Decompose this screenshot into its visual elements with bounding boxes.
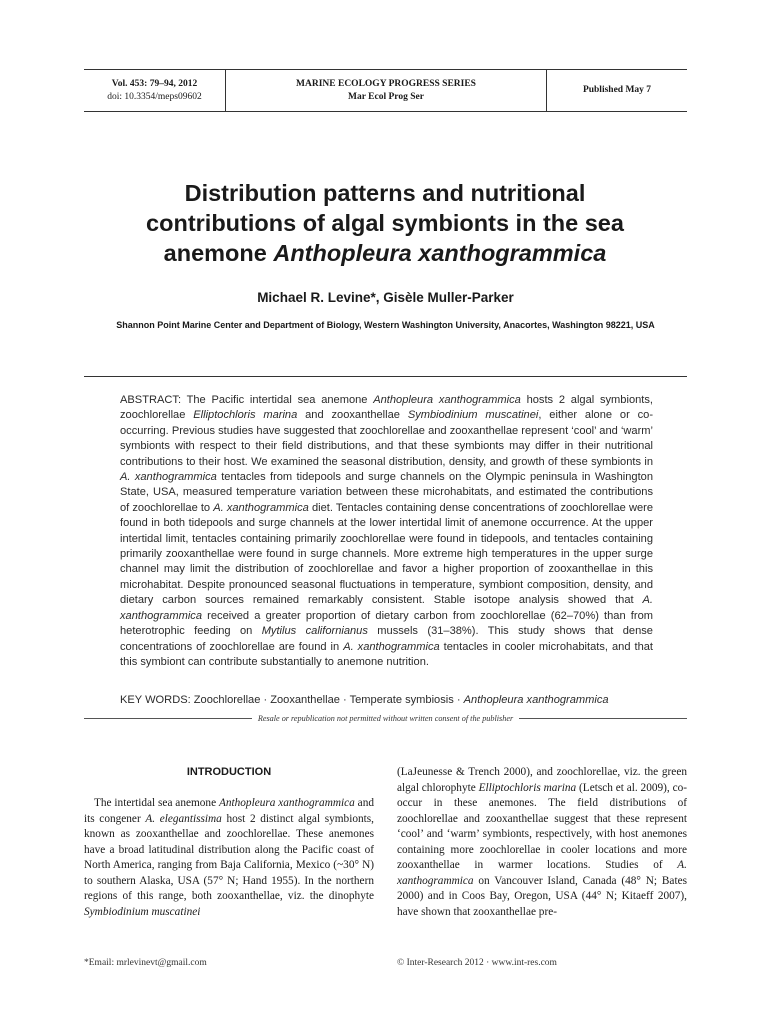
body-species: Elliptochloris marina	[478, 781, 577, 794]
body-text: host 2 distinct algal symbionts, known as zooxanthellae and zoochlorellae. These anemones have a broad latitudinal distribution along the Pacific coast of North America, ranging from Baja California, Mexico (~30° N) to southern Alaska, USA (57° N; Hand 1955). In the northern regions of this range, both zooxanthellae, viz. the dinophyte	[84, 812, 374, 902]
resale-text: Resale or republication not permitted without written consent of the publisher	[257, 714, 514, 723]
abstract-text: tentacles from tidepools and surge channels on the Olympic peninsula in Washington State, USA, measured temperature variation between these microhabitats, and estimated the contributions of zoochlorellae to	[120, 471, 653, 514]
divider	[84, 718, 252, 719]
journal-cell	[226, 70, 547, 111]
abstract-text: ABSTRACT: The Pacific intertidal sea anemone	[120, 394, 374, 406]
abstract-species: A. xanthogrammica	[343, 640, 440, 653]
body-text: The intertidal sea anemone	[94, 797, 219, 809]
abstract-species: Anthopleura xanthogrammica	[373, 394, 521, 406]
copyright-notice: © Inter-Research 2012 · www.int-res.com	[397, 958, 557, 968]
published-cell	[547, 70, 687, 111]
doi-link[interactable]: doi: 10.3354/meps09602	[107, 91, 202, 102]
abstract-text: hosts 2 algal symbionts, zoochlorellae	[120, 394, 653, 422]
title-species: Anthopleura xanthogrammica	[273, 240, 607, 266]
body-text: (Letsch et al. 2009), co-occur in these anemones. The field distributions of zoochlorellae and zooxanthellae suggest that these represent ‘cool’ and ‘warm’ symbionts, respectively, with host anemones containing more zoochlorellae in cooler locations and more zooxanthellae in warmer locations. Studies of	[397, 781, 687, 871]
paper-title	[100, 178, 670, 268]
left-column	[84, 796, 374, 920]
keywords	[120, 694, 680, 706]
affiliation: Shannon Point Marine Center and Department of Biology, Western Washington University, Anacortes, Washington 98221, USA	[116, 320, 655, 330]
body-text: (LaJeunesse & Trench 2000), and zoochlorellae, viz. the green algal chlorophyte	[397, 766, 687, 794]
section-heading-introduction: INTRODUCTION	[186, 766, 272, 778]
volume-cell	[84, 70, 226, 111]
divider	[84, 376, 687, 377]
abstract-species: A. xanthogrammica	[120, 594, 653, 622]
abstract-text: diet. Tentacles containing dense concentrations of zoochlorellae were found in both tidepools and surge channels at the lower intertidal limit of anemone occurrence. At the upper intertidal limit, tentacles containing primarily zoochlorellae were found in tidepools, and tentacles containing primarily zooxanthellae were found in surge channels. More extreme high temperatures in the upper surge channel may limit the distribution of zoochlorellae and favor a higher proportion of zooxanthellae in this microhabitat. Despite pronounced seasonal fluctuations in temperature, symbiont composition, density, and dietary carbon sources remained remarkably consistent. Stable isotope analysis showed that	[120, 501, 653, 607]
body-paragraph	[397, 765, 687, 920]
body-species: Anthopleura xanthogrammica	[218, 797, 355, 809]
corresponding-email[interactable]: *Email: mrlevinevt@gmail.com	[84, 958, 207, 968]
body-text: on Vancouver Island, Canada (48° N; Bates 2000) and in Coos Bay, Oregon, USA (44° N; Kitaeff 2007), have shown that zooxanthellae pre-	[397, 874, 687, 918]
right-column	[397, 765, 687, 920]
abstract-text: tentacles in cooler microhabitats, and that this symbiont can contribute substantially to anemone nutrition.	[120, 640, 653, 668]
published-date: Published May 7	[582, 85, 652, 95]
title-line-2: contributions of algal symbionts in the sea	[146, 210, 624, 236]
abstract-text: received a greater proportion of dietary carbon from zoochlorellae (62–70%) than from heterotrophic feeding on	[120, 609, 653, 638]
intro-paragraph	[84, 796, 374, 920]
title-line-1: Distribution patterns and nutritional	[184, 180, 586, 206]
journal-abbrev: Mar Ecol Prog Ser	[348, 91, 424, 102]
abstract-text: mussels (31–38%). This study shows that dense concentrations of zoochlorellae are found in	[120, 625, 653, 653]
body-text: and its congener	[84, 797, 374, 825]
keywords-text: KEY WORDS: Zoochlorellae · Zooxanthellae · Temperate symbiosis ·	[120, 694, 464, 706]
abstract-species: Symbiodinium muscatinei	[407, 409, 539, 422]
keywords-species: Anthopleura xanthogrammica	[463, 694, 609, 706]
resale-notice	[84, 714, 687, 723]
divider	[519, 718, 687, 719]
abstract-text: and zooxanthellae	[297, 409, 408, 422]
abstract-text: , either alone or co-occurring. Previous studies have suggested that zoochlorellae and zooxanthellae represent ‘cool’ and ‘warm’ symbionts with respect to their field distributions, and that these symbionts may differ in their nutritional contributions to their host. We examined the seasonal distribution, density, and growth of these symbionts in	[120, 409, 654, 468]
journal-name: MARINE ECOLOGY PROGRESS SERIES	[296, 78, 476, 89]
volume-info: Vol. 453: 79–94, 2012	[111, 78, 198, 89]
abstract-species: A. xanthogrammica	[213, 501, 309, 514]
journal-header	[84, 69, 687, 112]
abstract-species: Elliptochloris marina	[193, 409, 298, 422]
body-species: Symbiodinium muscatinei	[84, 905, 201, 918]
author-list: Michael R. Levine*, Gisèle Muller-Parker	[257, 290, 514, 305]
title-line-3	[100, 238, 670, 268]
title-line-3-plain: anemone	[163, 240, 274, 266]
abstract-species: Mytilus californianus	[261, 625, 368, 638]
abstract	[120, 393, 653, 670]
body-species: A. xanthogrammica	[397, 859, 687, 887]
body-species: A. elegantissima	[145, 812, 222, 825]
abstract-species: A. xanthogrammica	[120, 471, 217, 484]
